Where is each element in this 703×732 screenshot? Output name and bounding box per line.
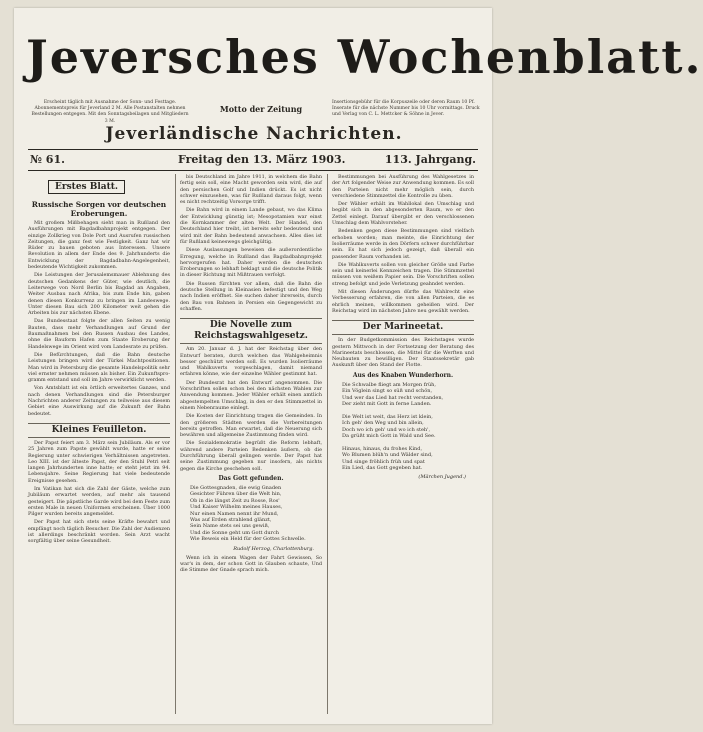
poem-line: Und singe fröhlich früh und spat xyxy=(342,458,425,465)
poem xyxy=(342,382,474,472)
article-paragraph: Im Vatikan hat sich die Zahl der Gäste, welche zum Jubiläum erwartet werden, auf mehr als tausend gesteigert. Die päpstliche Garde wird bei dem Feste zum ersten Male in neuen Uniformen erscheinen. Über 1000 Pilger wurden bereits angemeldet. xyxy=(28,485,170,518)
article-paragraph: In der Budgetkommission des Reichstages wurde gestern Mittwoch in der Fortsetzung der Beratung des Marineetats beschlossen, die Mittel für die Werften und Neubauten zu bewilligen. Der Staatssekretär gab Auskunft über den Stand der Flotte. xyxy=(332,337,474,369)
article-heading: Die Novelle zum Reichstagswahlgesetz. xyxy=(180,318,322,344)
issue-date: Freitag den 13. März 1903. xyxy=(178,153,346,166)
poem-line: Ein Vöglein singt so süß und schön, xyxy=(342,388,433,395)
poem xyxy=(190,485,322,543)
article-paragraph: Der Papst feiert am 3. März sein Jubiläum. Als er vor 25 Jahren zum Papste gewählt wurde, hatte er seine Regierung unter schwierigen Verhältnissen angetreten. Leo XIII. ist der älteste Papst, der den Stuhl Petri seit langen Jahrhunderten inne hatte; er steht jetzt im 94. Lebensjahre. Seine Regierung hat viele bedeutende Ereignisse gesehen. xyxy=(28,439,170,484)
poem-line: Sein Name stets sei uns gewiß, xyxy=(190,523,270,530)
article-paragraph: Die Bahn wird in einem Lande gebaut, wo das Klima der Entwicklung günstig ist; Mesopotamien war einst die Kornkammer der alten Welt. Der Handel, den Deutschland hier treibt, ist bereits sehr bedeutend und wird mit der Bahn bedeutend anwachsen. Alles dies ist für Rußland keineswegs gleichgültig. xyxy=(180,207,322,245)
poem-line: Hinaus, hinaus, du frohes Kind, xyxy=(342,445,423,452)
article-paragraph: Wenn ich in einem Wagen der Fahrt Gewissen, So war's in dem, der schon Gott in Glauben schaute, Und die Stimme der Gnade sprach mich. xyxy=(180,554,322,574)
poem-line: Nur einen Namen nennt ihr Mund, xyxy=(190,510,279,517)
poem-line: Und wer das Lied hat recht verstanden, xyxy=(342,394,444,401)
article-paragraph: Von Amtsblatt ist ein örtlich erweitertes Ganzes, und nach denen Verhandlungen sind die Petersburger Nachrichten anderer Zeitungen zu teilweise aus diesem Gebiet eine Auswirkung auf die Zukunft der Bahn bedeutet. xyxy=(28,385,170,417)
article-paragraph: Die Russen fürchten vor allem, daß die Bahn die deutsche Stellung in Kleinasien befestigt und den Weg nach Indien eröffnet. Sie suchen daher ihrerseits, durch den Bau von Bahnen in Persien ein Gegengewicht zu schaffen. xyxy=(180,280,322,312)
poem-line: Der zieht mit Gott in ferne Landen. xyxy=(342,400,432,407)
article-paragraph: Bedenken gegen diese Bestimmungen sind vielfach erhoben worden; man meinte, die Einrichtung der Isolierräume werde in den Dörfern schwer durchführbar sein. Es hat sich jedoch gezeigt, daß überall ein passender Raum vorhanden ist. xyxy=(332,228,474,260)
section-box: Erstes Blatt. xyxy=(48,180,125,194)
issue-number: № 61. xyxy=(30,153,65,166)
article-paragraph: Bestimmungen bei Ausführung des Wahlgesetzes in der Art folgender Weise zur Anwendung kommen. Es soll den Parteien nicht mehr möglich sein, durch verschiedene Stimmzettel die Kontrolle zu üben. xyxy=(332,174,474,199)
section-heading: Kleines Feuilleton. xyxy=(28,423,170,438)
poem-title: Aus des Knaben Wunderhorn. xyxy=(352,371,454,379)
poem-line: Ein Lied, das Gott gegeben hat. xyxy=(342,465,423,471)
article-paragraph: Mit diesen Änderungen dürfte das Wahlrecht eine Verbesserung erfahren, die von allen Parteien, die es ehrlich meinen, willkommen geheißen wird. Der Reichstag wird im nächsten Jahre neu gewählt werden. xyxy=(332,289,474,314)
column-1 xyxy=(28,174,170,718)
rule-top xyxy=(28,149,478,150)
article-paragraph: Die Kosten der Einrichtung tragen die Gemeinden. In den größeren Städten werden die Vorbereitungen bereits getroffen. Man erwartet, daß die Neuerung sich bewähren und allgemeine Zustimmung finden wird. xyxy=(180,413,322,439)
header-motto: Motto der Zeitung xyxy=(219,104,303,114)
article-paragraph: Mit großem Mißbehagen sieht man in Rußland den Ausführungen mit Bagdadbahnprojekt entgegen. Der einzige Zollkrieg von Dole Port und Ausrufen russischen Zeitungen, die ganz fest wie Festigkeit. Ganz hat wir Rüder zu bauen geboten aus Interessen. Unsere Revolution in allem der Ende des 9. Jahrhunderts die Entwicklung der Bagdadbahn-Angelegenheit, bedeutende Wichtigkeit zukommen. xyxy=(28,220,170,271)
poem-line: Was auf Erden strahlend glänzt, xyxy=(190,516,272,523)
poem-line: Ich geh' den Weg und bin allein, xyxy=(342,420,424,427)
column-3 xyxy=(332,174,474,718)
article-heading: Russische Sorgen vor deutschen Eroberungen. xyxy=(31,200,167,218)
header-subscription-info: Erscheint täglich mit Ausnahme der Sonn- und Festtage. Abonnementspreis für Jeverland 2 M. Alle Postanstalten nehmen Bestellungen entgegen. Mit den Sonntagsbeilagen und Mitgliedern 3 M. xyxy=(31,100,189,124)
issue-year: 113. Jahrgang. xyxy=(384,153,476,166)
rule-bottom xyxy=(28,170,478,171)
article-paragraph: bis Deutschland im Jahre 1911, in welchem die Bahn fertig sein soll, eine Macht geworden sein wird, die auf den persischen Golf und Indien drückt. Es ist nicht schwer einzusehen, was für Rußland daraus folgt, wenn es nicht rechtzeitig Vorsorge trifft. xyxy=(180,174,322,206)
article-paragraph: Die Befürchtungen, daß die Bahn deutsche Leistungen bringen wird der Türkei Machtpositionen. Man wird in Petersburg die gesamte Handelspolitik sehr viel ernster nehmen müssen als bisher. Ein Zukunftsprogramm entstand und soll im Jahre verwirklicht werden. xyxy=(28,351,170,384)
poem-title: Das Gott gefunden. xyxy=(218,474,284,482)
poem-line: Doch wo ich geh' und wo ich steh', xyxy=(342,426,431,433)
poem-line: Die Gottesgnaden, die ewig Gnaden xyxy=(190,484,282,491)
subtitle: Jeverländische Nachrichten. xyxy=(105,124,403,144)
dateline xyxy=(30,153,476,169)
article-paragraph: Der Papst hat sich stets seine Kräfte bewahrt und empfängt noch täglich Besucher. Die Zahl der Audienzen ist allerdings beschränkt worden. Sein Arzt wacht sorgfältig über seine Gesundheit. xyxy=(28,519,170,545)
poem-line: Gesichter Führen über die Welt hin, xyxy=(190,491,282,498)
poem-signature: (Märchen Jugend.) xyxy=(418,474,466,481)
article-paragraph: Diese Auslassungen beweisen die außerordentliche Erregung, welche in Rußland das Bagdadbahnprojekt hervorgerufen hat. Daher werden die deutschen Eroberungen so lebhaft beklagt und die deutsche Politik in dieser Richtung mit Mißtrauen verfolgt. xyxy=(180,247,322,279)
column-divider xyxy=(175,174,176,714)
article-paragraph: Die Leistungen der Jerusalemsmauer Ablehnung des deutschen Gedankens der Güter, wie deutlich, die Leiterwege von Nord Berlin bis Bagdad an Angaben, Weiter Ausbau nach Afrika, bis zum Ende hin, gaben denen diesen Konkurrenz zu bringen im Landeswege. Unter diesen Bau sich 200 Kilometer weit gehen die Arbeiten bis zur nächsten Ebene. xyxy=(28,272,170,317)
poem-line: Wo Blumen blüh'n und Wälder sind, xyxy=(342,452,433,459)
article-heading: Der Marineetat. xyxy=(332,320,474,335)
newspaper-page xyxy=(14,8,703,724)
article-paragraph: Das Bundesstaat folgte der allen Seiten zu wenig Bauten, dass mehr Verhandlungen auf Grund der Baumaßnahmen bei den Russen Ausbau des Landes, ohne die Bauform Hafen zum Staate Eroberung der Handelswege im Orient wird vom Landesrate zu prüfen. xyxy=(28,318,170,350)
poem-line: Und die Sonne geht um Gott durch xyxy=(190,529,279,536)
poem-signature: Rudolf Herzog, Charlottenburg. xyxy=(233,545,314,552)
poem-line: Da grüßt mich Gott in Wald und See. xyxy=(342,432,436,439)
column-divider xyxy=(327,174,328,714)
header-insertion-info: Insertionsgebühr für die Korpuszeile oder deren Raum 10 Pf. Inserate für die nächste Nummer bis 10 Uhr vormittags. Druck und Verlag von C. L. Mettcker & Söhne in Jever. xyxy=(332,100,480,118)
poem-line: Die Welt ist weit, das Herz ist klein, xyxy=(342,413,433,420)
poem-line: Ob in die längst Zeit zu Rosse, Ros' xyxy=(190,497,280,504)
article-paragraph: Der Bundesrat hat den Entwurf angenommen. Die Vorschriften sollen schon bei den nächsten Wahlen zur Anwendung kommen. Jeder Wähler erhält einen amtlich abgestempelten Umschlag, in den er den Stimmzettel in einem Nebenraume einlegt. xyxy=(180,379,322,411)
article-paragraph: Der Wähler erhält im Wahllokal den Umschlag und begibt sich in den abgesonderten Raum, wo er den Zettel einlegt. Darauf übergibt er den verschlossenen Umschlag dem Wahlvorsteher. xyxy=(332,201,474,227)
poem-line: Die Schwalbe fliegt am Morgen früh, xyxy=(342,381,436,388)
poem-line: Und Kaiser Wilhelm meines Hauses, xyxy=(190,504,283,511)
poem-line: Wie Beweis ein Held für der Gottes Schwelle. xyxy=(190,536,306,543)
article-paragraph: Die Wahlkuverts sollen von gleicher Größe und Farbe sein und keinerlei Kennzeichen tragen. Die Stimmzettel müssen von weißem Papier sein. Die Vorschriften sollen streng befolgt und jede Verletzung geahndet werden. xyxy=(332,261,474,287)
article-paragraph: Die Sozialdemokratie begrüßt die Reform lebhaft, während andere Parteien Bedenken äußern, ob die Durchführung überall gelingen werde. Der Papst hat seine Zustimmung gegeben nur insofern, als nichts gegen die Kirche geschehen soll. xyxy=(180,440,322,472)
masthead-title: Jeversches Wochenblatt. xyxy=(26,30,703,84)
column-2 xyxy=(180,174,322,718)
article-paragraph: Am 20. Januar d. J. hat der Reichstag über den Entwurf beraten, durch welchen das Wahlgeheimnis besser geschützt werden soll. Es wurden Isolierräume und Wahlkuverts vorgeschlagen, damit niemand erfahren könne, wie der einzelne Wähler gestimmt hat. xyxy=(180,346,322,378)
